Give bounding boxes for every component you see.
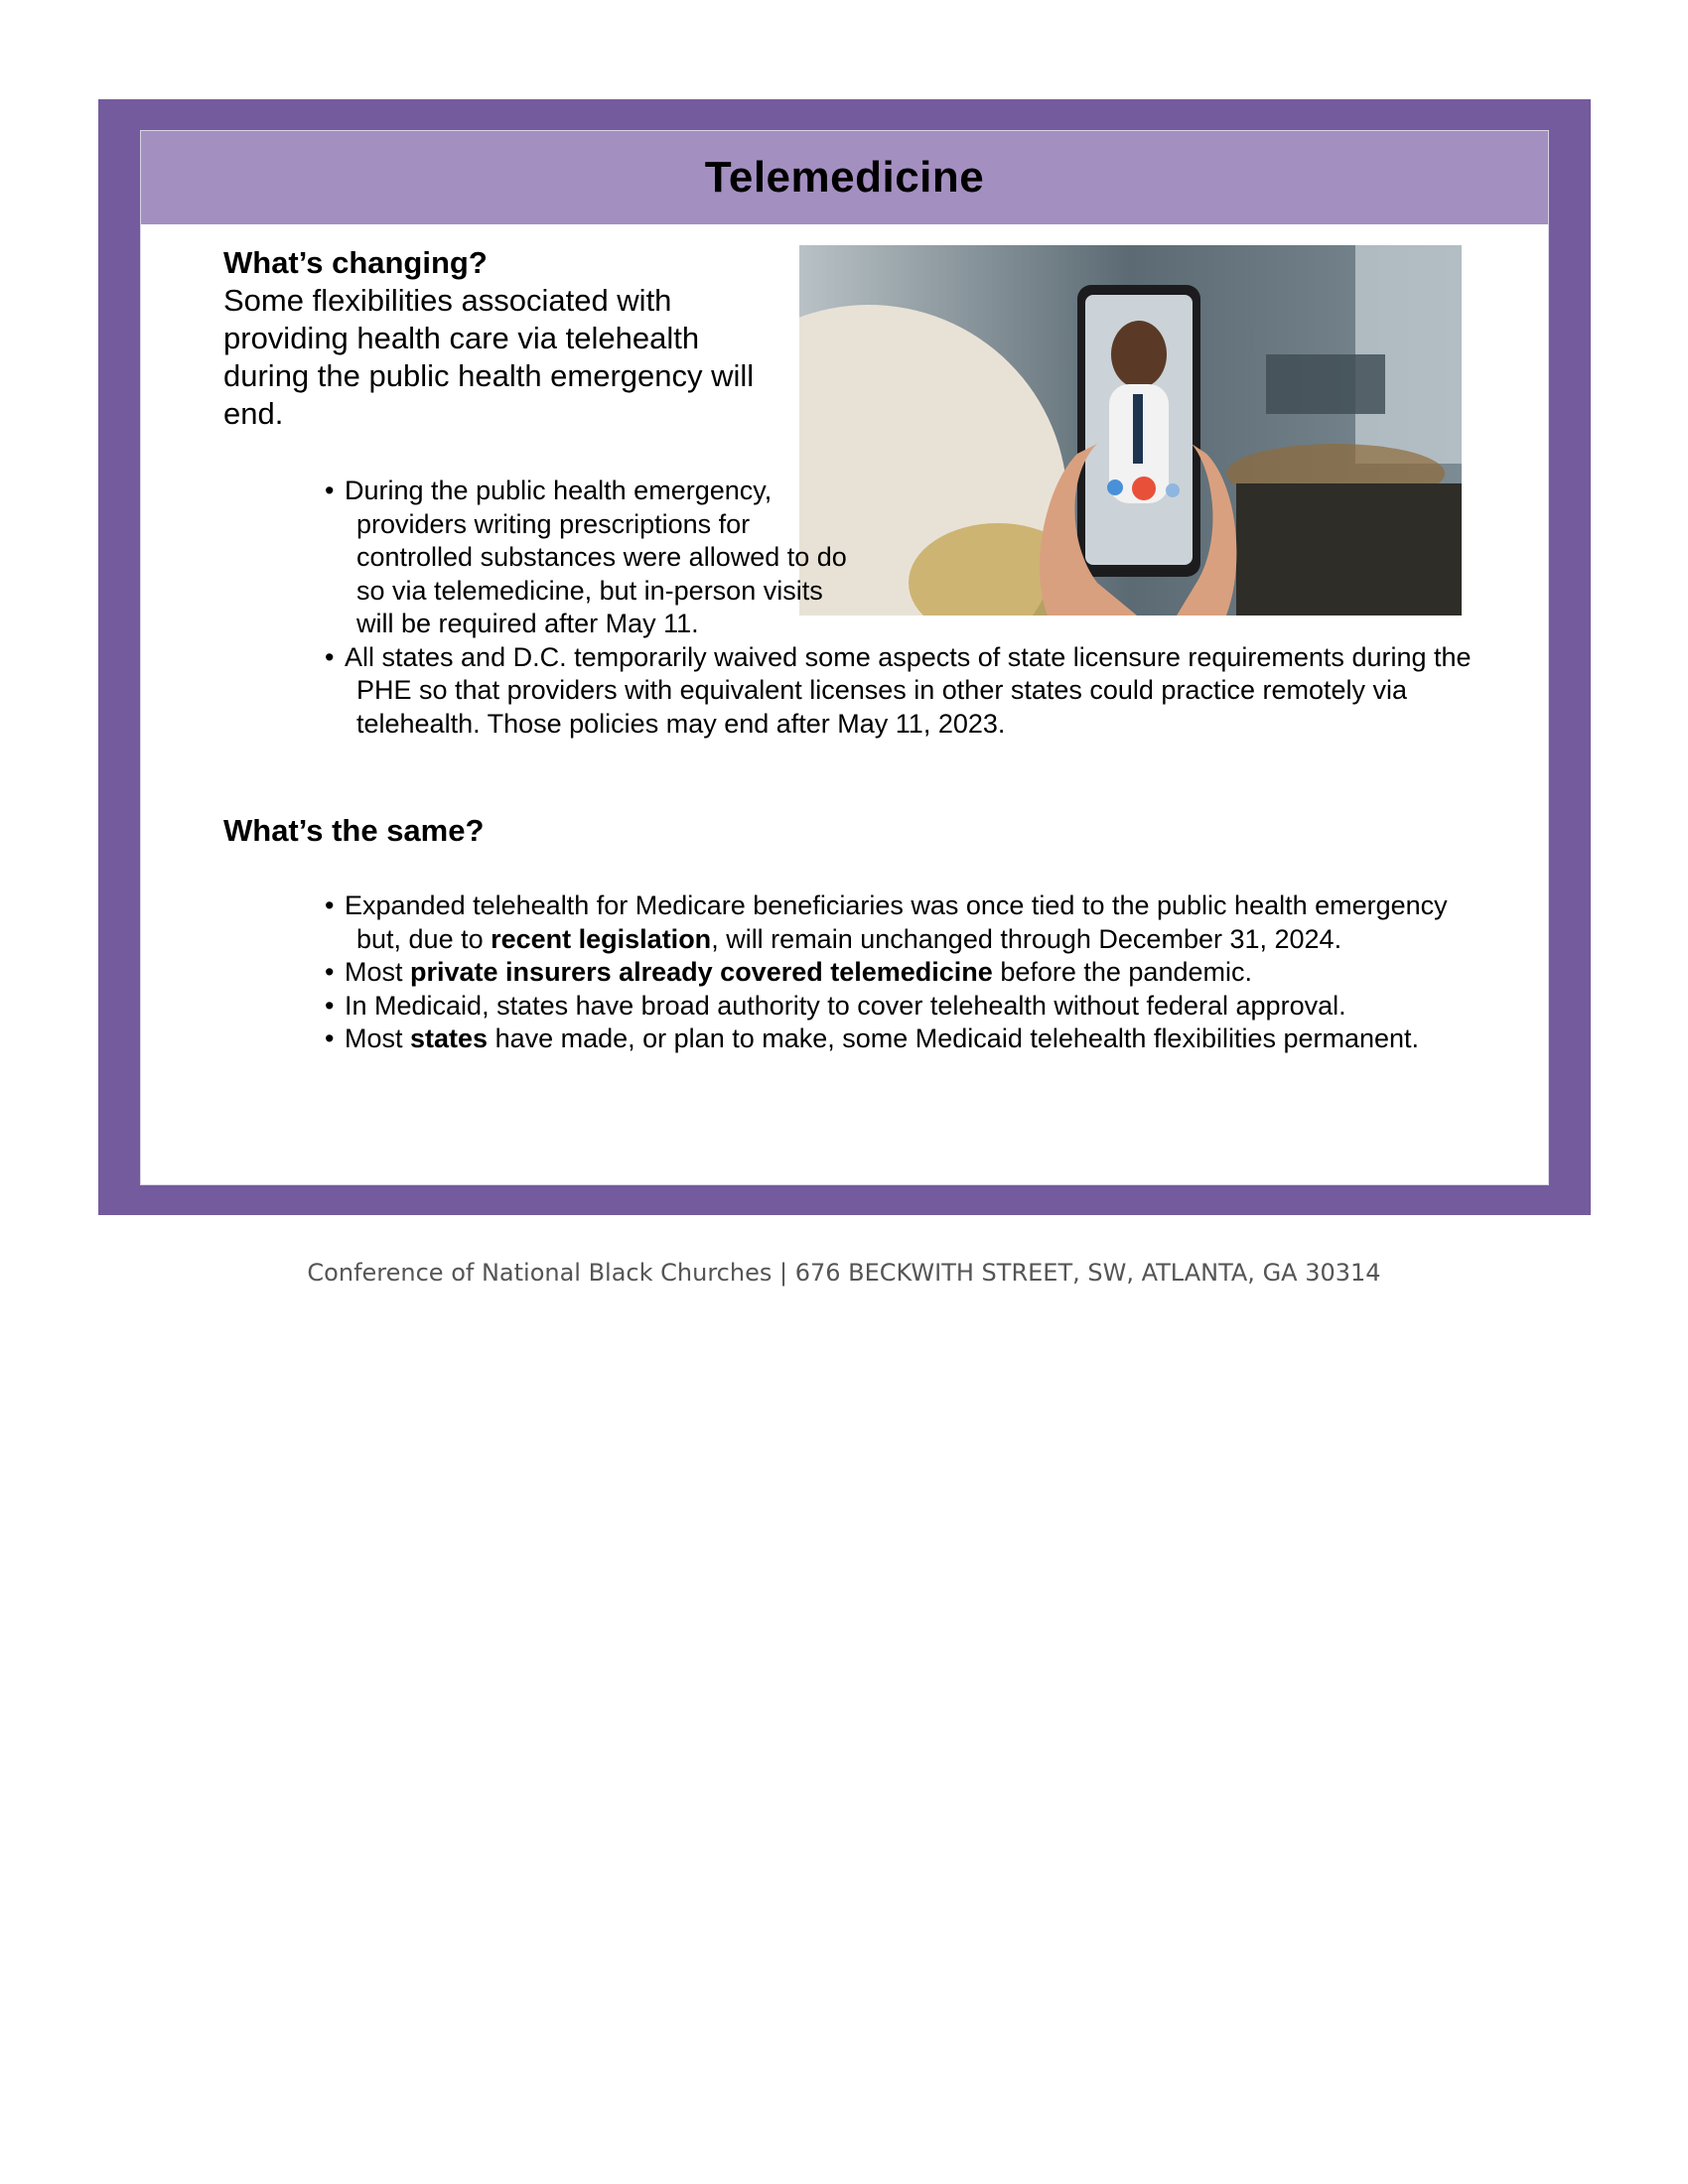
bullet-icon: •	[325, 641, 335, 672]
list-item: • During the public health emergency, providers writing prescriptions for controlled substances were allowed to do so via telemedicine, but in-person visits will be required after May 11.	[325, 476, 847, 638]
same-heading: What’s the same?	[223, 813, 485, 848]
bullet-icon: •	[325, 476, 335, 505]
same-bullets	[305, 889, 1477, 1056]
bullet-icon: •	[325, 890, 335, 920]
list-item: • Most private insurers already covered telemedicine before the pandemic.	[305, 956, 1477, 990]
changing-heading: What’s changing?	[223, 245, 488, 280]
page-title: Telemedicine	[704, 153, 985, 202]
same-section	[223, 812, 484, 850]
bullet-icon: •	[325, 1024, 335, 1053]
bullet-icon: •	[325, 990, 335, 1021]
title-bar	[141, 131, 1548, 224]
footer-address: Conference of National Black Churches | 676 BECKWITH STREET, SW, ATLANTA, GA 30314	[307, 1259, 1381, 1287]
list-item: • Expanded telehealth for Medicare beneficiaries was once tied to the public health emergency but, due to recent legislation, will remain unchanged through December 31, 2024.	[325, 890, 1448, 954]
list-item: • Most states have made, or plan to make, some Medicaid telehealth flexibilities permanent.	[305, 1023, 1477, 1056]
list-item: • In Medicaid, states have broad authority to cover telehealth without federal approval.	[305, 990, 1477, 1024]
changing-bullets	[305, 475, 1477, 741]
bullet-icon: •	[325, 957, 335, 987]
changing-section	[223, 244, 760, 433]
changing-intro: Some flexibilities associated with providing health care via telehealth during the public health emergency will end.	[223, 283, 755, 431]
list-item: • All states and D.C. temporarily waived some aspects of state licensure requirements during the PHE so that providers with equivalent licenses in other states could practice remotely via telehealth. Those policies may end after May 11, 2023.	[325, 641, 1472, 739]
